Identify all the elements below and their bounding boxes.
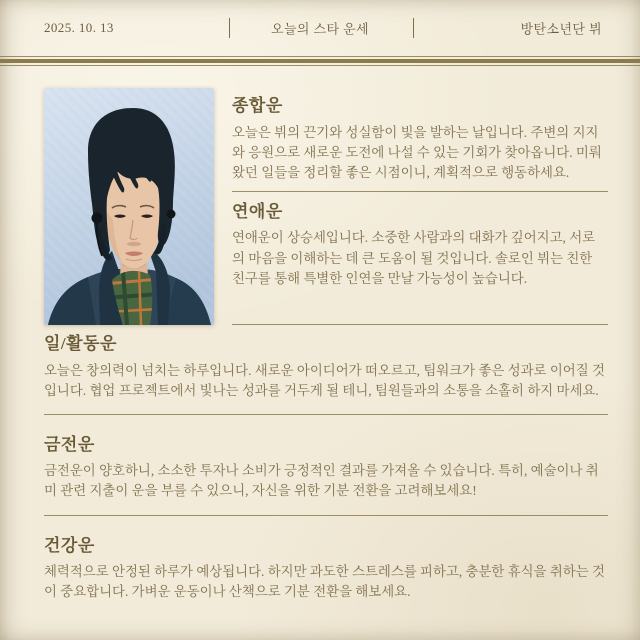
- star-name: 방탄소년단 뷔: [520, 21, 602, 37]
- masthead-separator-right: [413, 18, 414, 38]
- section-overall-body: 오늘은 뷔의 끈기와 성실함이 빛을 발하는 날입니다. 주변의 지지와 응원으로 새로운 도전에 나설 수 있는 기회가 찾아옵니다. 미뤄왔던 일들을 정리할 좋은 시점이니, 계획적으로 행동하세요.: [232, 124, 602, 180]
- section-work: [44, 334, 608, 401]
- page-title: 오늘의 스타 운세: [270, 21, 369, 37]
- section-health-body: 체력적으로 안정된 하루가 예상됩니다. 하지만 과도한 스트레스를 피하고, 충분한 휴식을 취하는 것이 중요합니다. 가벼운 운동이나 산책으로 기분 전환을 해보세요.: [44, 564, 605, 600]
- section-love: [232, 202, 608, 289]
- masthead-double-rule: [0, 56, 640, 66]
- section-love-body: 연애운이 상승세입니다. 소중한 사람과의 대화가 깊어지고, 서로의 마음을 이해하는 데 큰 도움이 될 것입니다. 솔로인 뷔는 친한 친구를 통해 특별한 인연을 만날 가능성이 높습니다.: [232, 230, 596, 286]
- section-divider: [232, 324, 608, 325]
- section-divider: [44, 414, 608, 415]
- top-row: [44, 88, 608, 325]
- star-portrait-illustration: [44, 88, 214, 325]
- section-money-body: 금전운이 양호하니, 소소한 투자나 소비가 긍정적인 결과를 가져올 수 있습니다. 특히, 예술이나 취미 관련 지출이 운을 부를 수 있으니, 자신을 위한 기분 전환을 고려해보세요!: [44, 463, 599, 499]
- section-money-title: 금전운: [44, 434, 95, 454]
- section-health: [44, 536, 608, 603]
- star-photo: [44, 88, 214, 325]
- section-money: [44, 435, 608, 502]
- section-overall: [232, 96, 608, 183]
- section-work-body: 오늘은 창의력이 넘치는 하루입니다. 새로운 아이디어가 떠오르고, 팀워크가 좋은 성과로 이어질 것입니다. 협업 프로젝트에서 빛나는 성과를 거두게 될 테니, 팀원들과의 소통을 소홀히 하지 마세요.: [44, 362, 605, 398]
- masthead: [0, 0, 640, 56]
- date-label: 2025. 10. 13: [44, 20, 114, 35]
- section-health-title: 건강운: [44, 535, 95, 555]
- section-overall-title: 종합운: [232, 96, 283, 115]
- section-work-title: 일/활동운: [44, 334, 117, 353]
- section-divider: [44, 515, 608, 516]
- right-column: [232, 88, 608, 325]
- section-divider: [232, 191, 608, 192]
- section-love-title: 연애운: [232, 201, 283, 221]
